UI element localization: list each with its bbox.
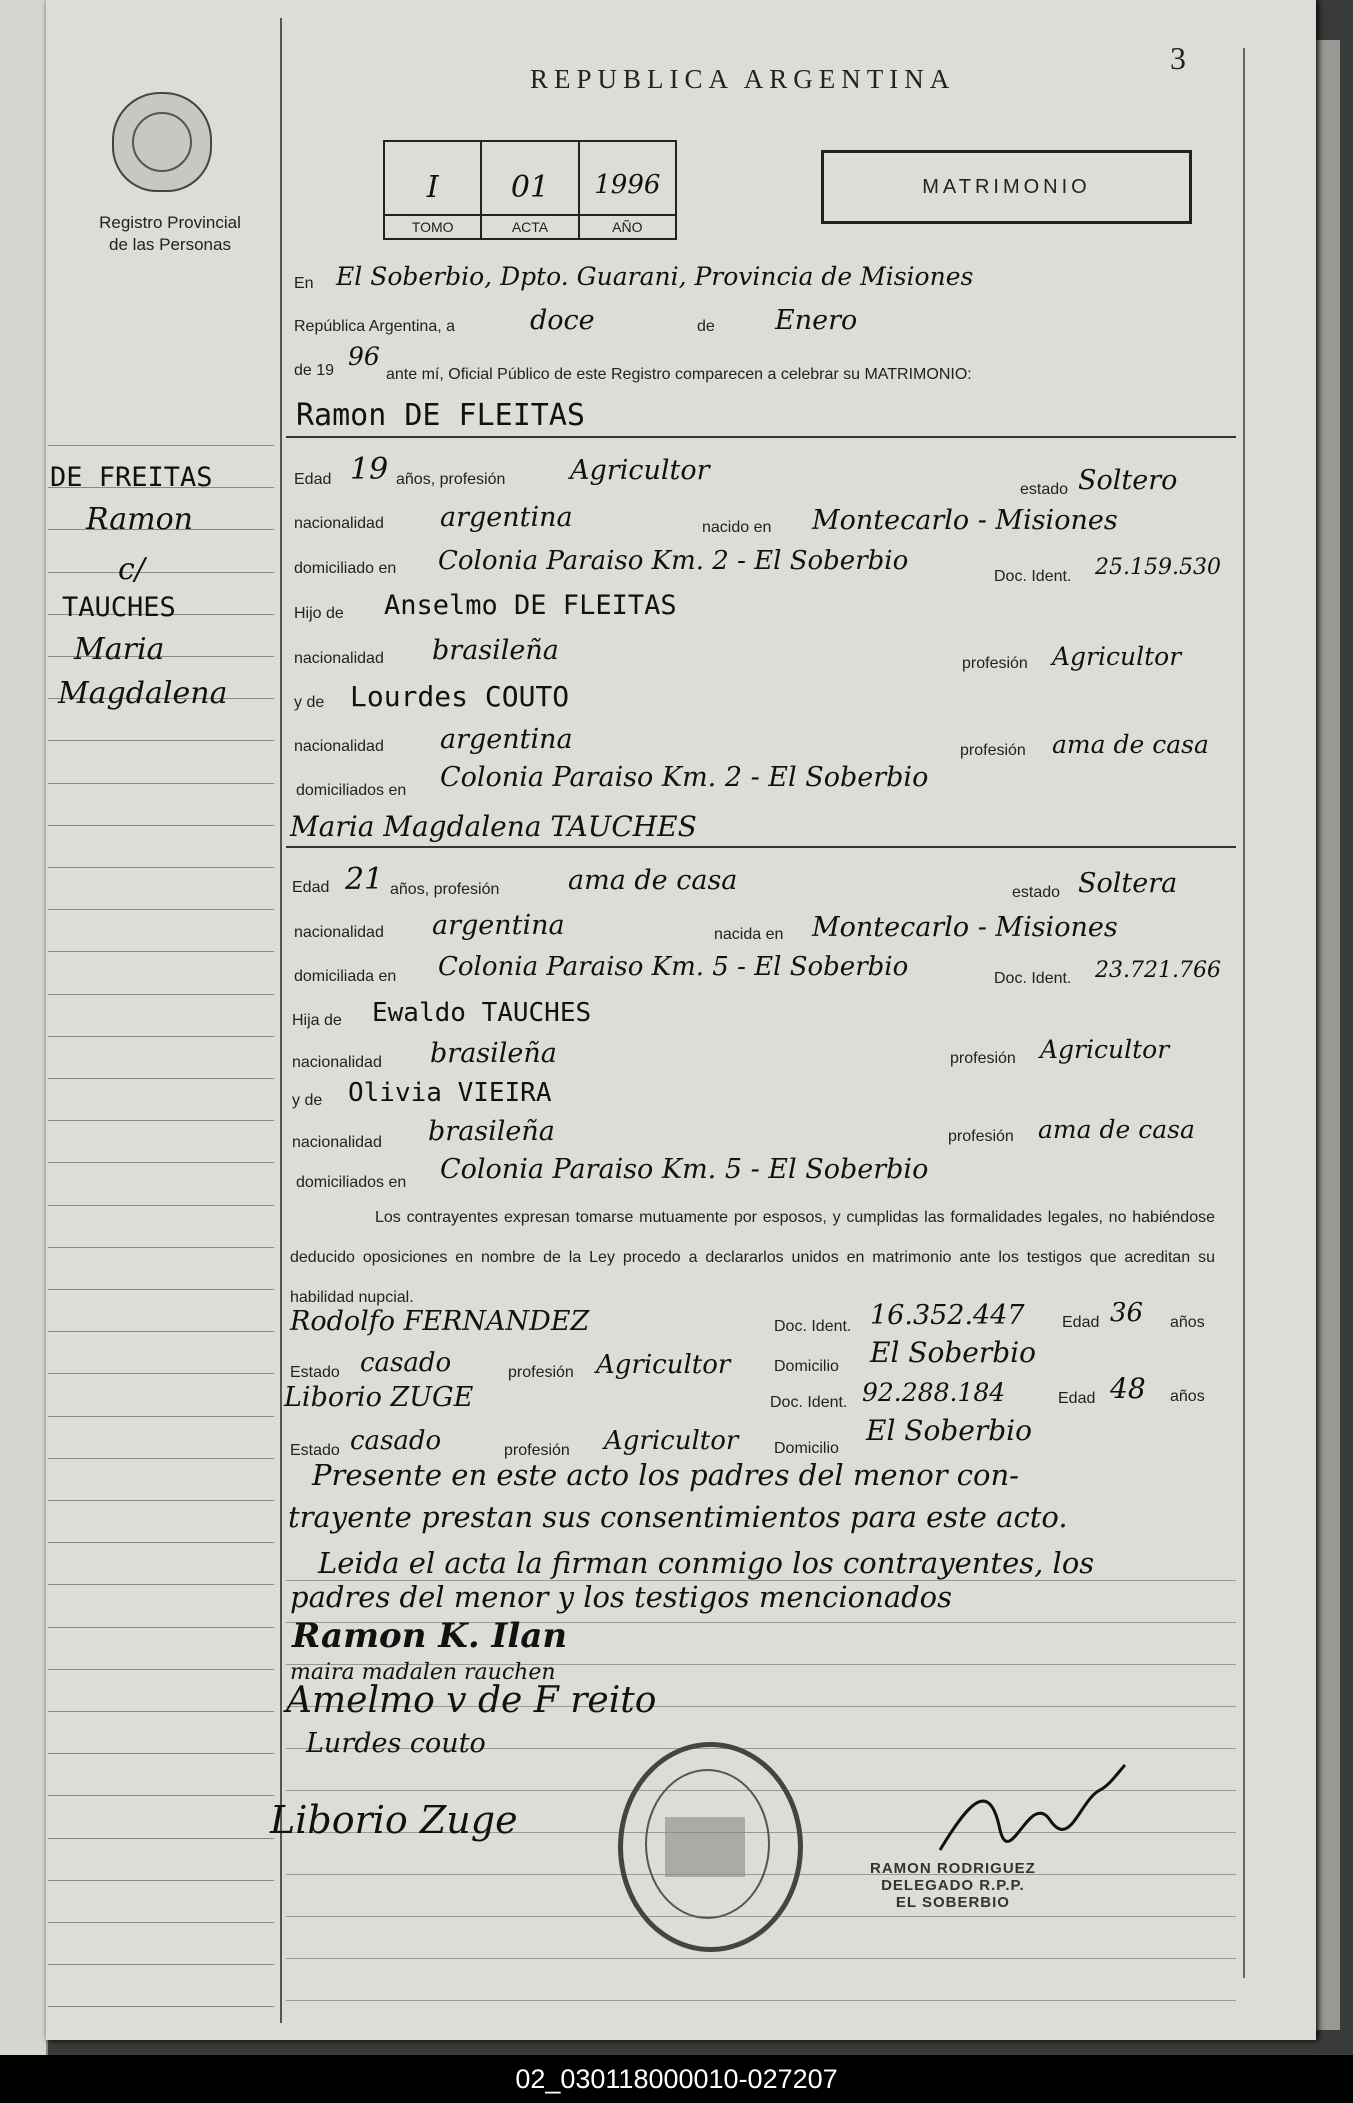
margin-note-line: DE FREITAS (50, 462, 213, 493)
label: domiciliados en (296, 782, 407, 799)
label: nacionalidad (292, 1134, 382, 1151)
label: Edad (292, 879, 330, 896)
margin-note-line: c/ (118, 552, 145, 587)
groom-mother-nationality: argentina (440, 724, 573, 755)
ruled-line (48, 1584, 274, 1585)
witness-1-age: 36 (1110, 1298, 1144, 1328)
groom-profession: Agricultor (570, 455, 710, 486)
signature: Ramon K. Ilan (292, 1616, 568, 1656)
witness-2-age: 48 (1110, 1372, 1146, 1405)
signature: Lurdes couto (306, 1728, 486, 1759)
label: Edad (294, 471, 332, 488)
label: años (1170, 1388, 1205, 1405)
ruled-line (48, 1205, 274, 1206)
ruled-line (48, 1500, 274, 1501)
groom-civil-status: Soltero (1078, 465, 1178, 496)
label: Doc. Ident. (774, 1318, 852, 1335)
bride-profession: ama de casa (568, 865, 738, 896)
bride-mother: Olivia VIEIRA (348, 1078, 552, 1108)
registry-stamp-icon (618, 1742, 803, 1952)
groom-father: Anselmo DE FLEITAS (384, 590, 677, 621)
groom-address: Colonia Paraiso Km. 2 - El Soberbio (438, 546, 909, 576)
label: Hijo de (294, 605, 344, 622)
label: domiciliada en (294, 968, 397, 985)
label: años, profesión (390, 881, 500, 898)
ruled-line (48, 1669, 274, 1670)
note-line: Presente en este acto los padres del menor con- (312, 1458, 1019, 1492)
label: años, profesión (396, 471, 506, 488)
bride-father-profession: Agricultor (1040, 1035, 1170, 1064)
year-suffix: 96 (348, 342, 380, 371)
label: Estado (290, 1364, 340, 1381)
groom-birthplace: Montecarlo - Misiones (812, 505, 1118, 536)
label: domiciliado en (294, 560, 397, 577)
intro-text: ante mí, Oficial Público de este Registro comparecen a celebrar su MATRIMONIO: (386, 366, 972, 383)
en-label: En (294, 275, 314, 292)
ruled-line (48, 1711, 274, 1712)
groom-document: 25.159.530 (1095, 555, 1221, 580)
margin-note-line: Maria (74, 632, 165, 667)
label: nacionalidad (292, 1054, 382, 1071)
label: profesión (508, 1364, 574, 1381)
de-label: de (697, 318, 715, 335)
label: profesión (948, 1128, 1014, 1145)
bride-address: Colonia Paraiso Km. 5 - El Soberbio (438, 952, 909, 982)
groom-age: 19 (350, 452, 389, 487)
ruled-line (48, 1753, 274, 1754)
ruled-line (286, 2000, 1236, 2001)
ruled-line (48, 1795, 274, 1796)
ruled-line (48, 1627, 274, 1628)
margin-note-line: Magdalena (58, 676, 228, 711)
tomo-cell: I TOMO (385, 142, 482, 238)
label: Hija de (292, 1012, 342, 1029)
label: años (1170, 1314, 1205, 1331)
witness-1-address: El Soberbio (870, 1336, 1036, 1369)
ruled-line (48, 867, 274, 868)
note-line: trayente prestan sus consentimientos para este acto. (288, 1500, 1068, 1534)
label: estado (1012, 884, 1061, 901)
ruled-line (48, 1880, 274, 1881)
bride-name: Maria Magdalena TAUCHES (290, 810, 697, 843)
ruled-line (48, 1162, 274, 1163)
witness-2-document: 92.288.184 (862, 1378, 1006, 1407)
bride-father-nationality: brasileña (430, 1038, 557, 1069)
ruled-line (286, 846, 1236, 848)
declaration-text: Los contrayentes expresan tomarse mutuamente por esposos, y cumplidas las formalidades legales, no habiéndose deducido oposiciones en nombre de la Ley procedo a declararlos unidos en matrimonio ante los testigos que acreditan su habilidad nupcial. (290, 1209, 1215, 1306)
registry-name: Registro Provincial de las Personas (99, 213, 241, 254)
ruled-line (48, 1331, 274, 1332)
bride-parents-address: Colonia Paraiso Km. 5 - El Soberbio (440, 1154, 929, 1185)
label: nacionalidad (294, 650, 384, 667)
label: Edad (1062, 1314, 1100, 1331)
record-type-box: MATRIMONIO (821, 150, 1192, 224)
ruled-line (48, 445, 274, 446)
ruled-line (48, 1838, 274, 1839)
ruled-line (48, 1542, 274, 1543)
witness-2-address: El Soberbio (866, 1414, 1032, 1447)
label: profesión (950, 1050, 1016, 1067)
republica-label: República Argentina, a (294, 318, 455, 335)
bride-age: 21 (345, 862, 384, 897)
acta-cell: 01 ACTA (482, 142, 579, 238)
ruled-line (48, 1289, 274, 1290)
scan-id-footer: 02_030118000010-027207 (0, 2055, 1353, 2103)
label: profesión (962, 655, 1028, 672)
ruled-line (48, 1120, 274, 1121)
label: nacionalidad (294, 924, 384, 941)
signature: Amelmo v de F reito (286, 1680, 657, 1721)
ruled-line (286, 1958, 1236, 1959)
adjacent-page-edge (0, 0, 48, 2055)
witness-1-civil-status: casado (360, 1348, 452, 1378)
label: Doc. Ident. (770, 1394, 848, 1411)
ruled-line (48, 1078, 274, 1079)
ruled-line (48, 1036, 274, 1037)
bride-nationality: argentina (432, 910, 565, 941)
witness-2-profession: Agricultor (604, 1426, 739, 1456)
label: nacionalidad (294, 515, 384, 532)
ruled-line (48, 1922, 274, 1923)
bride-mother-nationality: brasileña (428, 1116, 555, 1147)
ruled-line (48, 1247, 274, 1248)
groom-name: Ramon DE FLEITAS (296, 398, 585, 433)
signature: Liborio Zuge (270, 1798, 518, 1842)
label: Domicilio (774, 1358, 839, 1375)
label: Estado (290, 1442, 340, 1459)
ruled-line (48, 994, 274, 995)
officer-stamp: RAMON RODRIGUEZ DELEGADO R.P.P. EL SOBERBIO (870, 1860, 1036, 1911)
ruled-line (286, 436, 1236, 438)
ruled-line (48, 909, 274, 910)
label: Edad (1058, 1390, 1096, 1407)
place-value: El Soberbio, Dpto. Guarani, Provincia de Misiones (336, 262, 974, 291)
margin-note-line: Ramon (86, 502, 193, 537)
label: profesión (504, 1442, 570, 1459)
ruled-line (48, 825, 274, 826)
record-index-table (383, 140, 677, 240)
label: nacionalidad (294, 738, 384, 755)
bride-mother-profession: ama de casa (1038, 1115, 1195, 1144)
right-rule (1243, 48, 1245, 1978)
groom-mother: Lourdes COUTO (350, 680, 570, 713)
ruled-line (48, 1373, 274, 1374)
bride-father: Ewaldo TAUCHES (372, 998, 592, 1028)
label: y de (294, 694, 325, 711)
ruled-line (48, 2006, 274, 2007)
note-line: Leida el acta la firman conmigo los contrayentes, los (318, 1546, 1095, 1580)
bride-document: 23.721.766 (1095, 958, 1221, 983)
label: nacido en (702, 519, 772, 536)
label: nacida en (714, 926, 784, 943)
signature: maira madalen rauchen (290, 1660, 556, 1685)
bride-civil-status: Soltera (1078, 868, 1178, 899)
groom-nationality: argentina (440, 502, 573, 533)
register-sheet (46, 0, 1316, 2040)
witness-2-civil-status: casado (350, 1426, 442, 1456)
witness-2-name: Liborio ZUGE (284, 1382, 474, 1413)
label: Domicilio (774, 1440, 839, 1457)
label: domiciliados en (296, 1174, 407, 1191)
month-value: Enero (775, 305, 858, 336)
witness-1-name: Rodolfo FERNANDEZ (290, 1306, 590, 1337)
ruled-line (48, 1416, 274, 1417)
page-number: 3 (1170, 40, 1186, 76)
label: y de (292, 1092, 323, 1109)
ruled-line (48, 1964, 274, 1965)
witness-1-profession: Agricultor (596, 1350, 731, 1380)
year-prefix: de 19 (294, 362, 335, 379)
groom-father-profession: Agricultor (1052, 642, 1182, 671)
label: Doc. Ident. (994, 970, 1072, 987)
label: profesión (960, 742, 1026, 759)
ano-cell: 1996 AÑO (580, 142, 675, 238)
margin-note-line: TAUCHES (62, 592, 176, 623)
ruled-line (48, 1458, 274, 1459)
label: estado (1020, 481, 1069, 498)
groom-father-nationality: brasileña (432, 635, 559, 666)
ruled-line (48, 572, 274, 573)
groom-parents-address: Colonia Paraiso Km. 2 - El Soberbio (440, 762, 929, 793)
note-line: padres del menor y los testigos mencionados (290, 1580, 953, 1614)
witness-1-document: 16.352.447 (870, 1300, 1025, 1331)
ruled-line (48, 783, 274, 784)
groom-mother-profession: ama de casa (1052, 730, 1209, 759)
label: Doc. Ident. (994, 568, 1072, 585)
ruled-line (48, 740, 274, 741)
margin-rule (280, 18, 282, 2023)
provincial-seal-icon (112, 92, 212, 192)
bride-birthplace: Montecarlo - Misiones (812, 912, 1118, 943)
ruled-line (48, 951, 274, 952)
country-heading: REPUBLICA ARGENTINA (530, 64, 956, 94)
day-value: doce (530, 305, 595, 336)
